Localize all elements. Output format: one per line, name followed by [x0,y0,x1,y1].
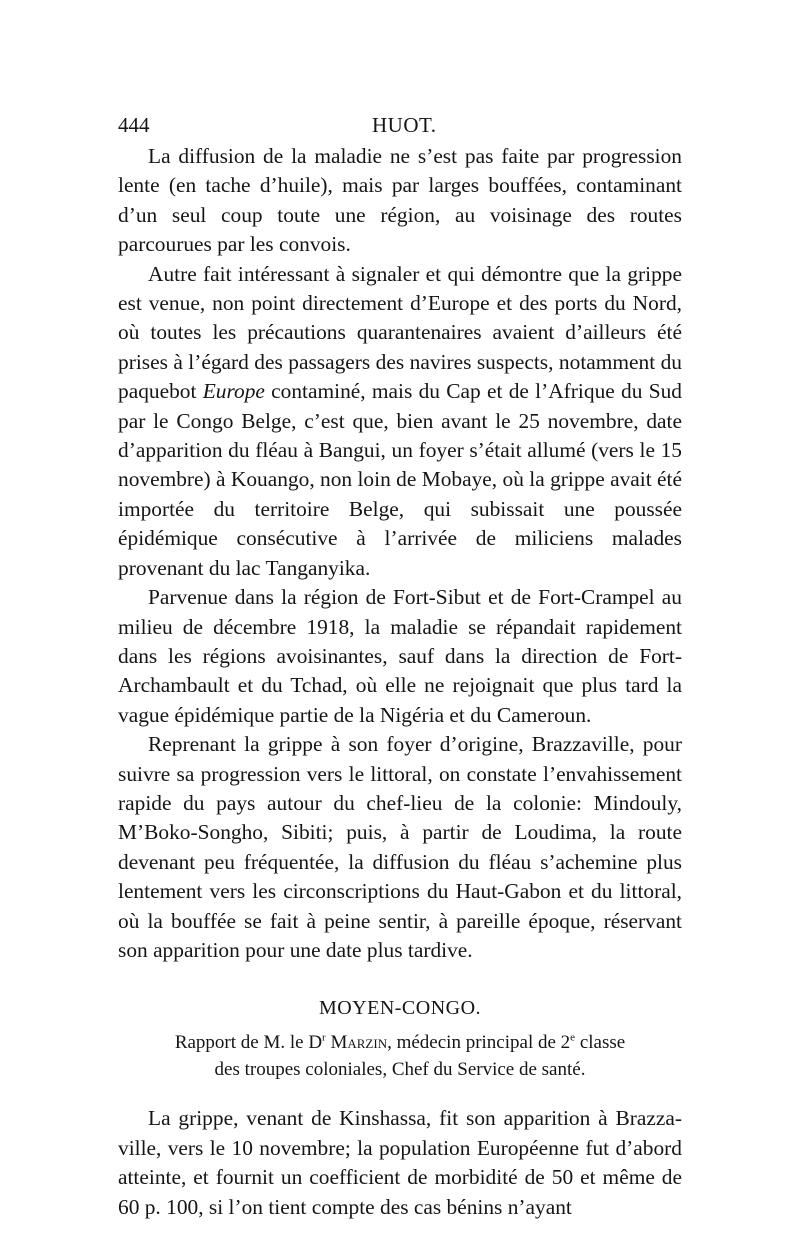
ship-name: Europe [202,379,265,404]
class-superscript: e [570,1032,576,1045]
section-heading: MOYEN-CONGO. [318,997,482,1020]
paragraph-origin-continuation: contaminé, mais du Cap et de l’Afrique du Sud par le Congo Belge, c’est que, bien avant le 25 novembre, date d’apparition du fléau à Bangui, un foyer s’était allumé (vers le 15 novembre) à Kouango, non loin de Mobaye, où la grippe avait été importée du territoire Belge, qui subissait une poussée épidémique consécutive à l’arrivée de miliciens malades provenant du lac Tanganyika. [118,379,682,580]
document-page [118,108,682,1222]
paragraph-brazzaville: Reprenant la grippe à son foyer d’origine, Brazzaville, pour suivre sa progression vers le littoral, on constate l’envahissement rapide du pays autour du chef-lieu de la colonie: Mindouly, M’Boko-Songho, Sibiti; puis, à partir de Loudima, la route devenant peu fréquentée, la diffusion du fléau s’achemine plus lentement vers les circonscriptions du Haut-Gabon et du littoral, où la bouffée se fait à peine sentir, à pareille époque, réservant son apparition pour une date plus tardive. [118,732,682,962]
paragraph-origin [118,260,682,583]
paragraph-origin-intro: Autre fait intéressant à signaler et qui démontre que la grippe est venue, non point directement d’Europe et des ports du Nord, où toutes les précautions quarantenaires avaient d’ailleurs été prises à l’égard des passagers des navires suspects, notamment du paquebot [118,261,682,404]
running-header [118,108,682,142]
doctor-superscript: r [322,1032,326,1045]
page-number: 444 [118,113,150,137]
report-line-1 [118,1029,682,1056]
report-author-name: Marzin [325,1032,388,1054]
running-title: HUOT. [372,113,437,137]
report-role: , médecin principal de 2 [387,1032,571,1054]
report-attribution [118,1029,682,1083]
report-line-2: des troupes coloniales, Chef du Service de santé. [214,1059,586,1081]
final-paragraph-container [118,1104,682,1222]
paragraph-progression: Parvenue dans la région de Fort-Sibut et de Fort-Crampel au milieu de décembre 1918, la maladie se répandait rapidement dans les régions avoisinantes, sauf dans la direction de Fort-Archambault et du Tchad, où elle ne rejoignait que plus tard la vague épidémique partie de la Nigéria et du Cameroun. [118,585,682,727]
body-text [118,142,682,965]
paragraph-kinshassa: La grippe, venant de Kinshassa, fit son apparition à Brazzaville, vers le 10 novembre; la population Européenne fut d’abord atteinte, et fournit un coefficient de morbidité de 50 et même de 60 p. 100, si l’on tient compte des cas bénins n’ayant [118,1106,682,1219]
paragraph-diffusion: La diffusion de la maladie ne s’est pas faite par progression lente (en tache d’huile), mais par larges bouffées, contaminant d’un seul coup toute une région, au voisinage des routes parcourues par les convois. [118,144,682,257]
report-prefix: Rapport de M. le D [174,1032,323,1054]
report-class-suffix: classe [575,1032,626,1054]
